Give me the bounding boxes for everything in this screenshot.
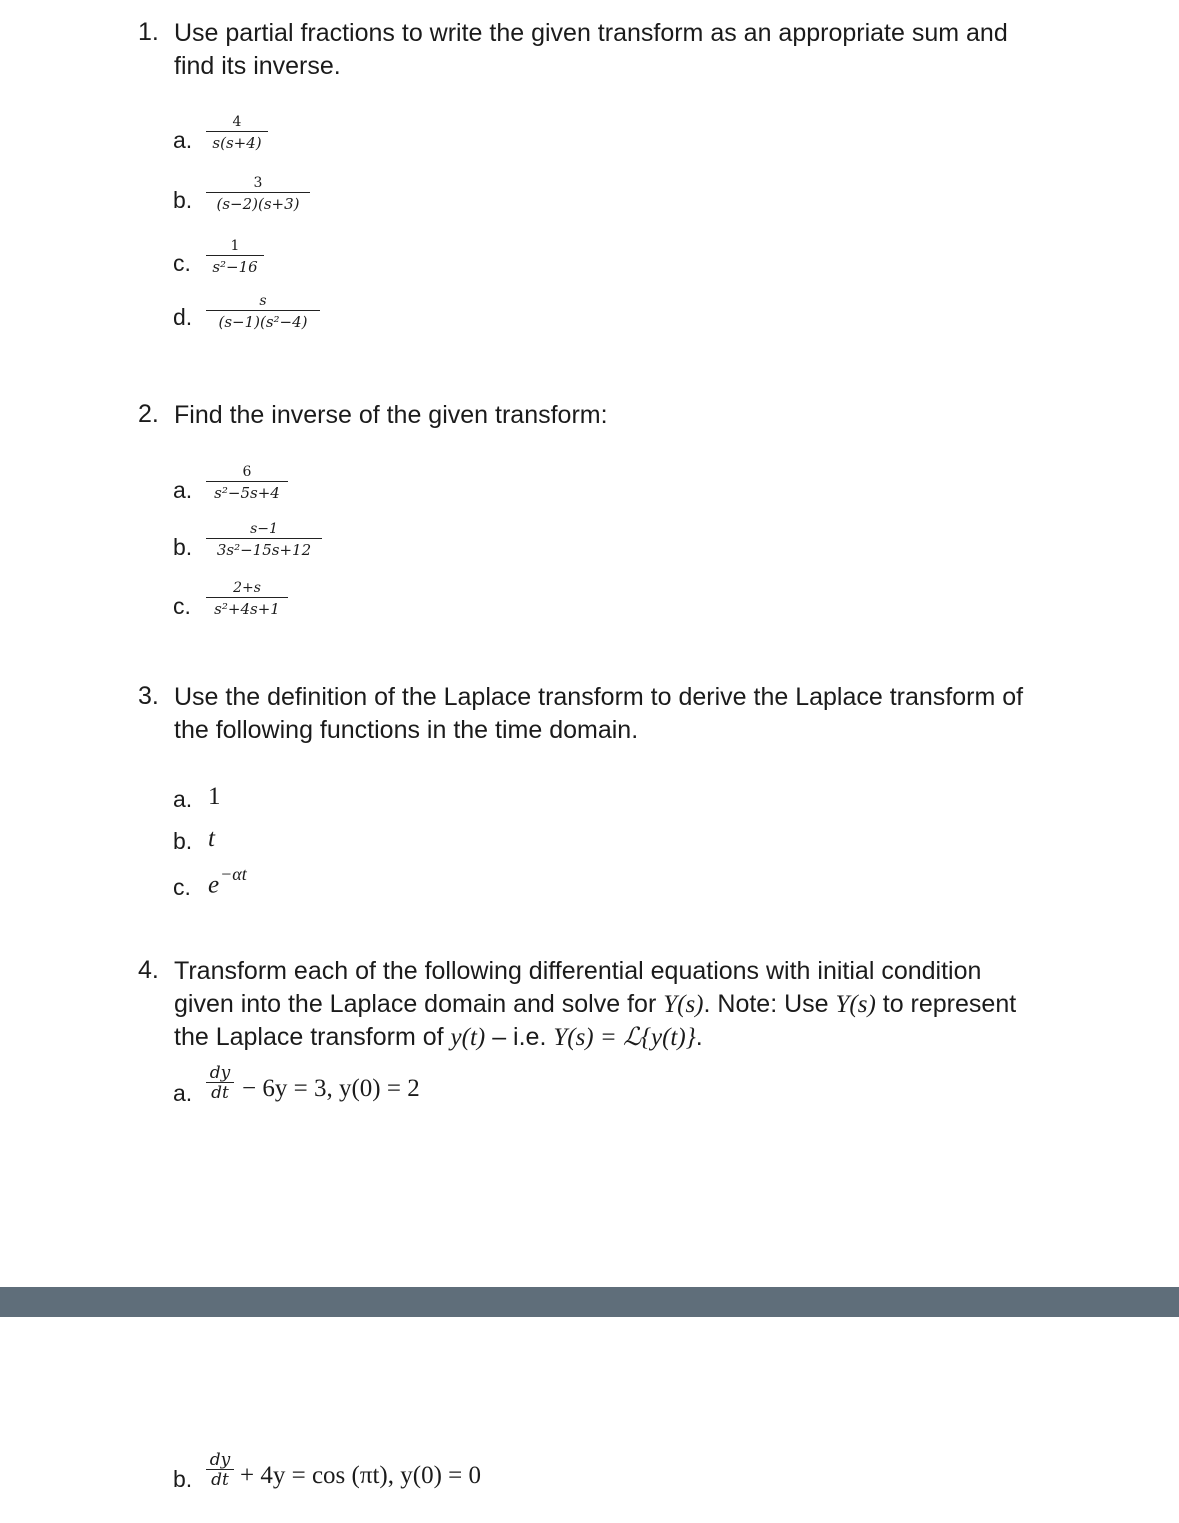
q4-item-a-label: a. — [173, 1080, 193, 1106]
q1-item-c-label: c. — [173, 250, 191, 276]
denominator: (s−1)(s²−4) — [218, 313, 308, 331]
text-segment: . Note: Use — [703, 990, 836, 1018]
q1-item-d-fraction — [206, 292, 320, 333]
math-ys: Y(s) — [663, 991, 704, 1018]
q2-item-a-fraction — [206, 463, 288, 504]
math-ys: Y(s) — [835, 991, 876, 1018]
q1-item-d-label: d. — [173, 304, 193, 330]
numerator: dy — [209, 1450, 231, 1470]
exp-power: −αt — [220, 864, 247, 884]
q3-item-c-expr — [208, 864, 247, 899]
q4-text-line2 — [174, 988, 1016, 1021]
q1-text: Use partial fractions to write the given transform as an appropriate sum and find its inverse. — [174, 19, 1008, 80]
q4-item-a-equation: − 6y = 3, y(0) = 2 — [242, 1075, 420, 1102]
denominator: s²−16 — [212, 258, 258, 276]
exp-base: e — [208, 871, 220, 899]
q3-item-a-expr: 1 — [208, 783, 221, 810]
q3-item-b-expr: t — [208, 825, 215, 852]
math-yt: y(t) — [450, 1024, 486, 1051]
q4-text-line1: Transform each of the following differential equations with initial condition — [174, 957, 982, 985]
text-segment: to represent — [875, 990, 1017, 1018]
denominator: s(s+4) — [212, 134, 262, 152]
q1-number: 1. — [138, 18, 159, 46]
q2-item-b-label: b. — [173, 534, 193, 560]
q2-item-b-fraction — [206, 520, 322, 561]
q4-item-a-derivative — [206, 1064, 234, 1103]
page-divider — [0, 1287, 1179, 1317]
q3-number: 3. — [138, 682, 159, 710]
text-segment: . — [695, 1023, 703, 1051]
q4-item-b-equation: + 4y = cos (πt), y(0) = 0 — [240, 1462, 481, 1489]
q2-item-c-label: c. — [173, 593, 191, 619]
denominator: dt — [211, 1470, 229, 1490]
denominator: 3s²−15s+12 — [216, 541, 312, 559]
q4-text-line3 — [174, 1021, 703, 1054]
text-segment: the Laplace transform of — [174, 1023, 451, 1051]
numerator: 1 — [230, 238, 240, 254]
q3-item-c-label: c. — [173, 874, 191, 900]
math-laplace-def: Y(s) = ℒ{y(t)} — [553, 1024, 696, 1051]
denominator: s²+4s+1 — [214, 600, 280, 618]
q1-item-c-fraction — [206, 237, 264, 278]
text-segment: – i.e. — [485, 1023, 554, 1051]
q4-number: 4. — [138, 956, 159, 984]
q1-item-b-label: b. — [173, 187, 193, 213]
numerator: s−1 — [250, 521, 278, 537]
q4-item-b-derivative — [206, 1451, 234, 1490]
numerator: 3 — [253, 175, 263, 191]
q1-item-b-fraction — [206, 174, 310, 215]
q2-text: Find the inverse of the given transform: — [174, 401, 608, 429]
q3-item-b-label: b. — [173, 828, 193, 854]
q3-text: Use the definition of the Laplace transform to derive the Laplace transform of the following functions in the time domain. — [174, 683, 1024, 744]
q4-item-b-label: b. — [173, 1466, 193, 1492]
numerator: 6 — [242, 464, 252, 480]
denominator: (s−2)(s+3) — [216, 195, 300, 213]
q2-item-a-label: a. — [173, 477, 193, 503]
text-segment: given into the Laplace domain and solve for — [174, 990, 664, 1018]
numerator: dy — [209, 1063, 231, 1083]
numerator: s — [259, 293, 267, 309]
q1-item-a-label: a. — [173, 127, 193, 153]
denominator: s²−5s+4 — [214, 484, 280, 502]
numerator: 2+s — [233, 580, 261, 596]
denominator: dt — [211, 1083, 229, 1103]
q3-item-a-label: a. — [173, 786, 193, 812]
numerator: 4 — [232, 114, 242, 130]
q2-number: 2. — [138, 400, 159, 428]
q2-item-c-fraction — [206, 579, 288, 620]
q1-item-a-fraction — [206, 113, 268, 154]
